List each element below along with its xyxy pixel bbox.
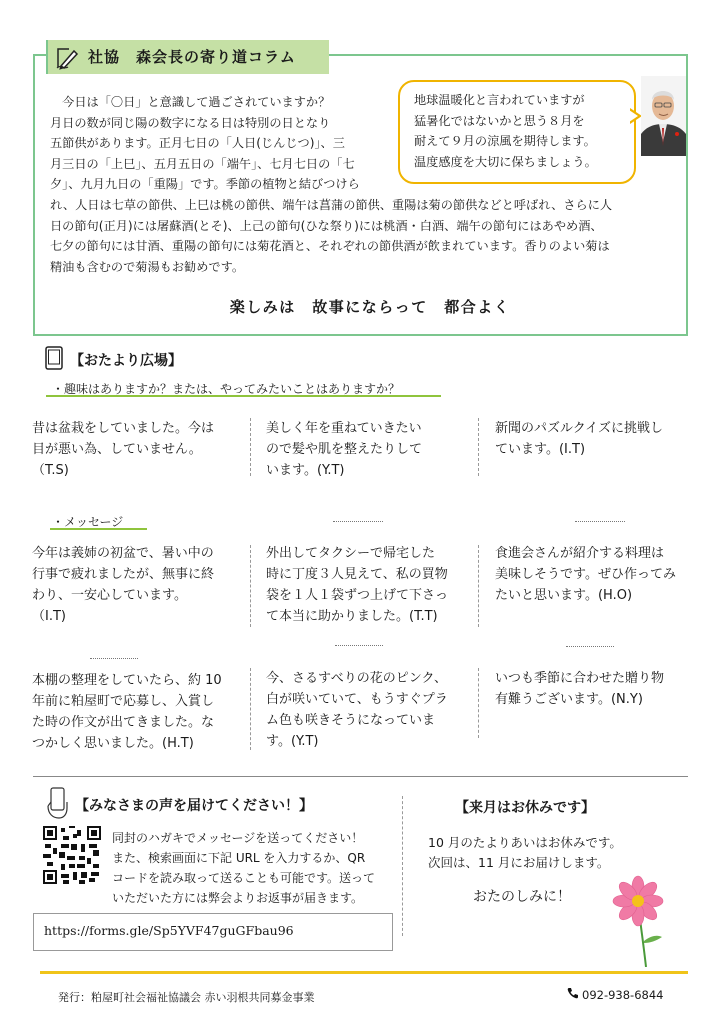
- bubble-line: 猛暑化ではないかと思う８月を: [414, 113, 585, 128]
- bubble-line: 温度感度を大切に保ちましょう。: [414, 154, 597, 169]
- cell-line: て本当に助かりました。(T.T): [266, 609, 438, 624]
- dotted-separator: [566, 646, 614, 647]
- cell-line: 食進会さんが紹介する料理は: [495, 546, 665, 561]
- tablet-icon: [45, 346, 63, 370]
- message-cell: [495, 543, 676, 606]
- section-rule: [33, 776, 688, 777]
- column-divider: [402, 796, 403, 936]
- cell-line: 外出してタクシーで帰宅した: [266, 546, 436, 561]
- column-divider: [478, 418, 479, 476]
- hobby-question: ・趣味はありますか？または、やってみたいことはありますか？: [52, 382, 401, 396]
- qr-code[interactable]: [43, 826, 101, 884]
- column-divider: [250, 545, 251, 627]
- cell-line: ています。(I.T): [495, 442, 586, 457]
- form-url-link[interactable]: https://forms.gle/Sp5YVF47guGFbau96: [33, 913, 393, 951]
- cell-line: 時に丁度３人見えて、私の買物: [266, 567, 448, 582]
- chairman-portrait: [641, 76, 686, 156]
- voices-line: 同封のハガキでメッセージを送ってください！: [112, 831, 364, 845]
- body-line: 精油も含むので菊湯もお勧めです。: [50, 259, 245, 274]
- cell-line: 白が咲いていて、もうすぐプラ: [266, 692, 448, 707]
- hobby-cell: [266, 418, 422, 481]
- body-line: 日の節句(正月)には屠蘇酒(とそ)、上己の節句(ひな祭り)には桃酒・白酒、端午の節句にはあやめ酒、: [50, 218, 603, 233]
- publisher: 発行：粕屋町社会福祉協議会 赤い羽根共同募金事業: [58, 991, 315, 1004]
- column-motto: 楽しみは 故事にならって 都合よく: [229, 298, 511, 316]
- message-cell: [266, 668, 448, 752]
- cell-line: 新聞のパズルクイズに挑戦し: [495, 421, 663, 436]
- intro-line: 五節供があります。正月七日の「人日(じんじつ)」、三: [50, 136, 345, 150]
- cell-line: います。(Y.T): [266, 463, 345, 478]
- cell-line: ム色も咲きそうになっていま: [266, 713, 436, 728]
- column-body: [50, 195, 682, 277]
- message-cell: [266, 543, 448, 627]
- cell-line: 昔は盆栽をしていました。今は: [32, 421, 215, 436]
- cell-line: つかしく思いました。(H.T): [32, 736, 194, 751]
- rest-line: 次回は、11 月にお届けします。: [428, 855, 610, 870]
- dotted-separator: [575, 521, 625, 522]
- cell-line: 美しく年を重ねていきたい: [266, 421, 422, 436]
- smartphone-hand-icon: [45, 786, 71, 820]
- dotted-separator: [333, 521, 383, 522]
- cosmos-flower-icon: [608, 875, 666, 967]
- intro-line: 月日の数が同じ陽の数字になる日は特別の日となり: [50, 115, 331, 130]
- voices-line: いただいた方には弊会よりお返事が届きます。: [112, 891, 364, 905]
- voices-instructions: [112, 828, 375, 908]
- intro-line: 今日は「〇日」と意識して過ごされていますか？: [50, 95, 331, 109]
- column-intro: [50, 92, 395, 195]
- cell-line: す。(Y.T): [266, 734, 319, 749]
- cell-line: 今年は義姉の初盆で、暑い中の: [32, 546, 214, 561]
- cell-line: いつも季節に合わせた贈り物: [495, 671, 665, 686]
- cell-line: 年前に粕屋町で応募し、入賞し: [32, 694, 215, 709]
- cell-line: （T.S): [32, 463, 69, 478]
- column-divider: [478, 668, 479, 738]
- voices-line: コードを読み取って送ることも可能です。送って: [112, 871, 376, 885]
- cell-line: たいと思います。(H.O): [495, 588, 633, 603]
- bubble-line: 地球温暖化と言われていますが: [414, 93, 585, 107]
- cell-line: ので髪や肌を整えたりして: [266, 442, 423, 457]
- voices-title: 【みなさまの声を届けてください！】: [75, 798, 313, 814]
- rest-closing: おたのしみに！: [473, 889, 571, 905]
- rest-title: 【来月はお休みです】: [455, 800, 595, 816]
- message-cell: [495, 668, 664, 710]
- rest-line: 10 月のたよりあいはお休みです。: [428, 835, 622, 850]
- phone-number: 092-938-6844: [582, 988, 664, 1002]
- message-cell: [32, 670, 222, 754]
- column-divider: [250, 418, 251, 476]
- bubble-tail-inner: [629, 110, 638, 122]
- cell-line: 美味しそうです。ぜひ作ってみ: [495, 567, 676, 582]
- speech-bubble: [398, 80, 636, 184]
- message-cell: [32, 543, 214, 627]
- cell-line: 行事で疲れましたが、無事に終: [32, 567, 215, 582]
- intro-line: 夕」、九月九日の「重陽」です。季節の植物と結びつけら: [50, 177, 360, 191]
- dotted-separator: [90, 658, 138, 659]
- message-label: ・メッセージ: [52, 515, 124, 529]
- cell-line: 袋を１人１袋ずつ上げて下さっ: [266, 588, 449, 603]
- phone-icon: [567, 987, 579, 999]
- intro-line: 月三日の「上巳」、五月五日の「端午」、七月七日の「七: [50, 156, 355, 171]
- rest-notice: [428, 833, 622, 873]
- voices-line: また、検索画面に下記 URL を入力するか、QR: [112, 851, 366, 865]
- cell-line: わり、一安心しています。: [32, 588, 187, 603]
- cell-line: 目が悪い為、していません。: [32, 442, 202, 457]
- column-title: 社協 森会長の寄り道コラム: [88, 48, 296, 66]
- hobby-cell: [32, 418, 214, 481]
- body-line: れ、人日は七草の節供、上巳は桃の節供、端午は菖蒲の節供、重陽は菊の節供などと呼ばれ、さらに人: [50, 198, 613, 212]
- otayori-title: 【おたより広場】: [70, 353, 182, 369]
- dotted-separator: [335, 645, 383, 646]
- footer-bar: [40, 971, 688, 974]
- cell-line: 本棚の整理をしていたら、約 10: [32, 673, 222, 688]
- column-divider: [478, 545, 479, 627]
- cell-line: 今、さるすべりの花のピンク、: [266, 671, 447, 686]
- body-line: 七夕の節句には甘酒、重陽の節句には菊花酒と、それぞれの節供酒が飲まれています。香りのよい菊は: [50, 239, 610, 253]
- pen-icon: [55, 46, 81, 70]
- hobby-cell: [495, 418, 663, 460]
- column-divider: [250, 668, 251, 750]
- bubble-line: 耐えて９月の涼風を期待します。: [414, 134, 596, 148]
- cell-line: （I.T): [32, 609, 66, 624]
- cell-line: た時の作文が出てきました。な: [32, 715, 215, 730]
- cell-line: 有難うございます。(N.Y): [495, 692, 643, 707]
